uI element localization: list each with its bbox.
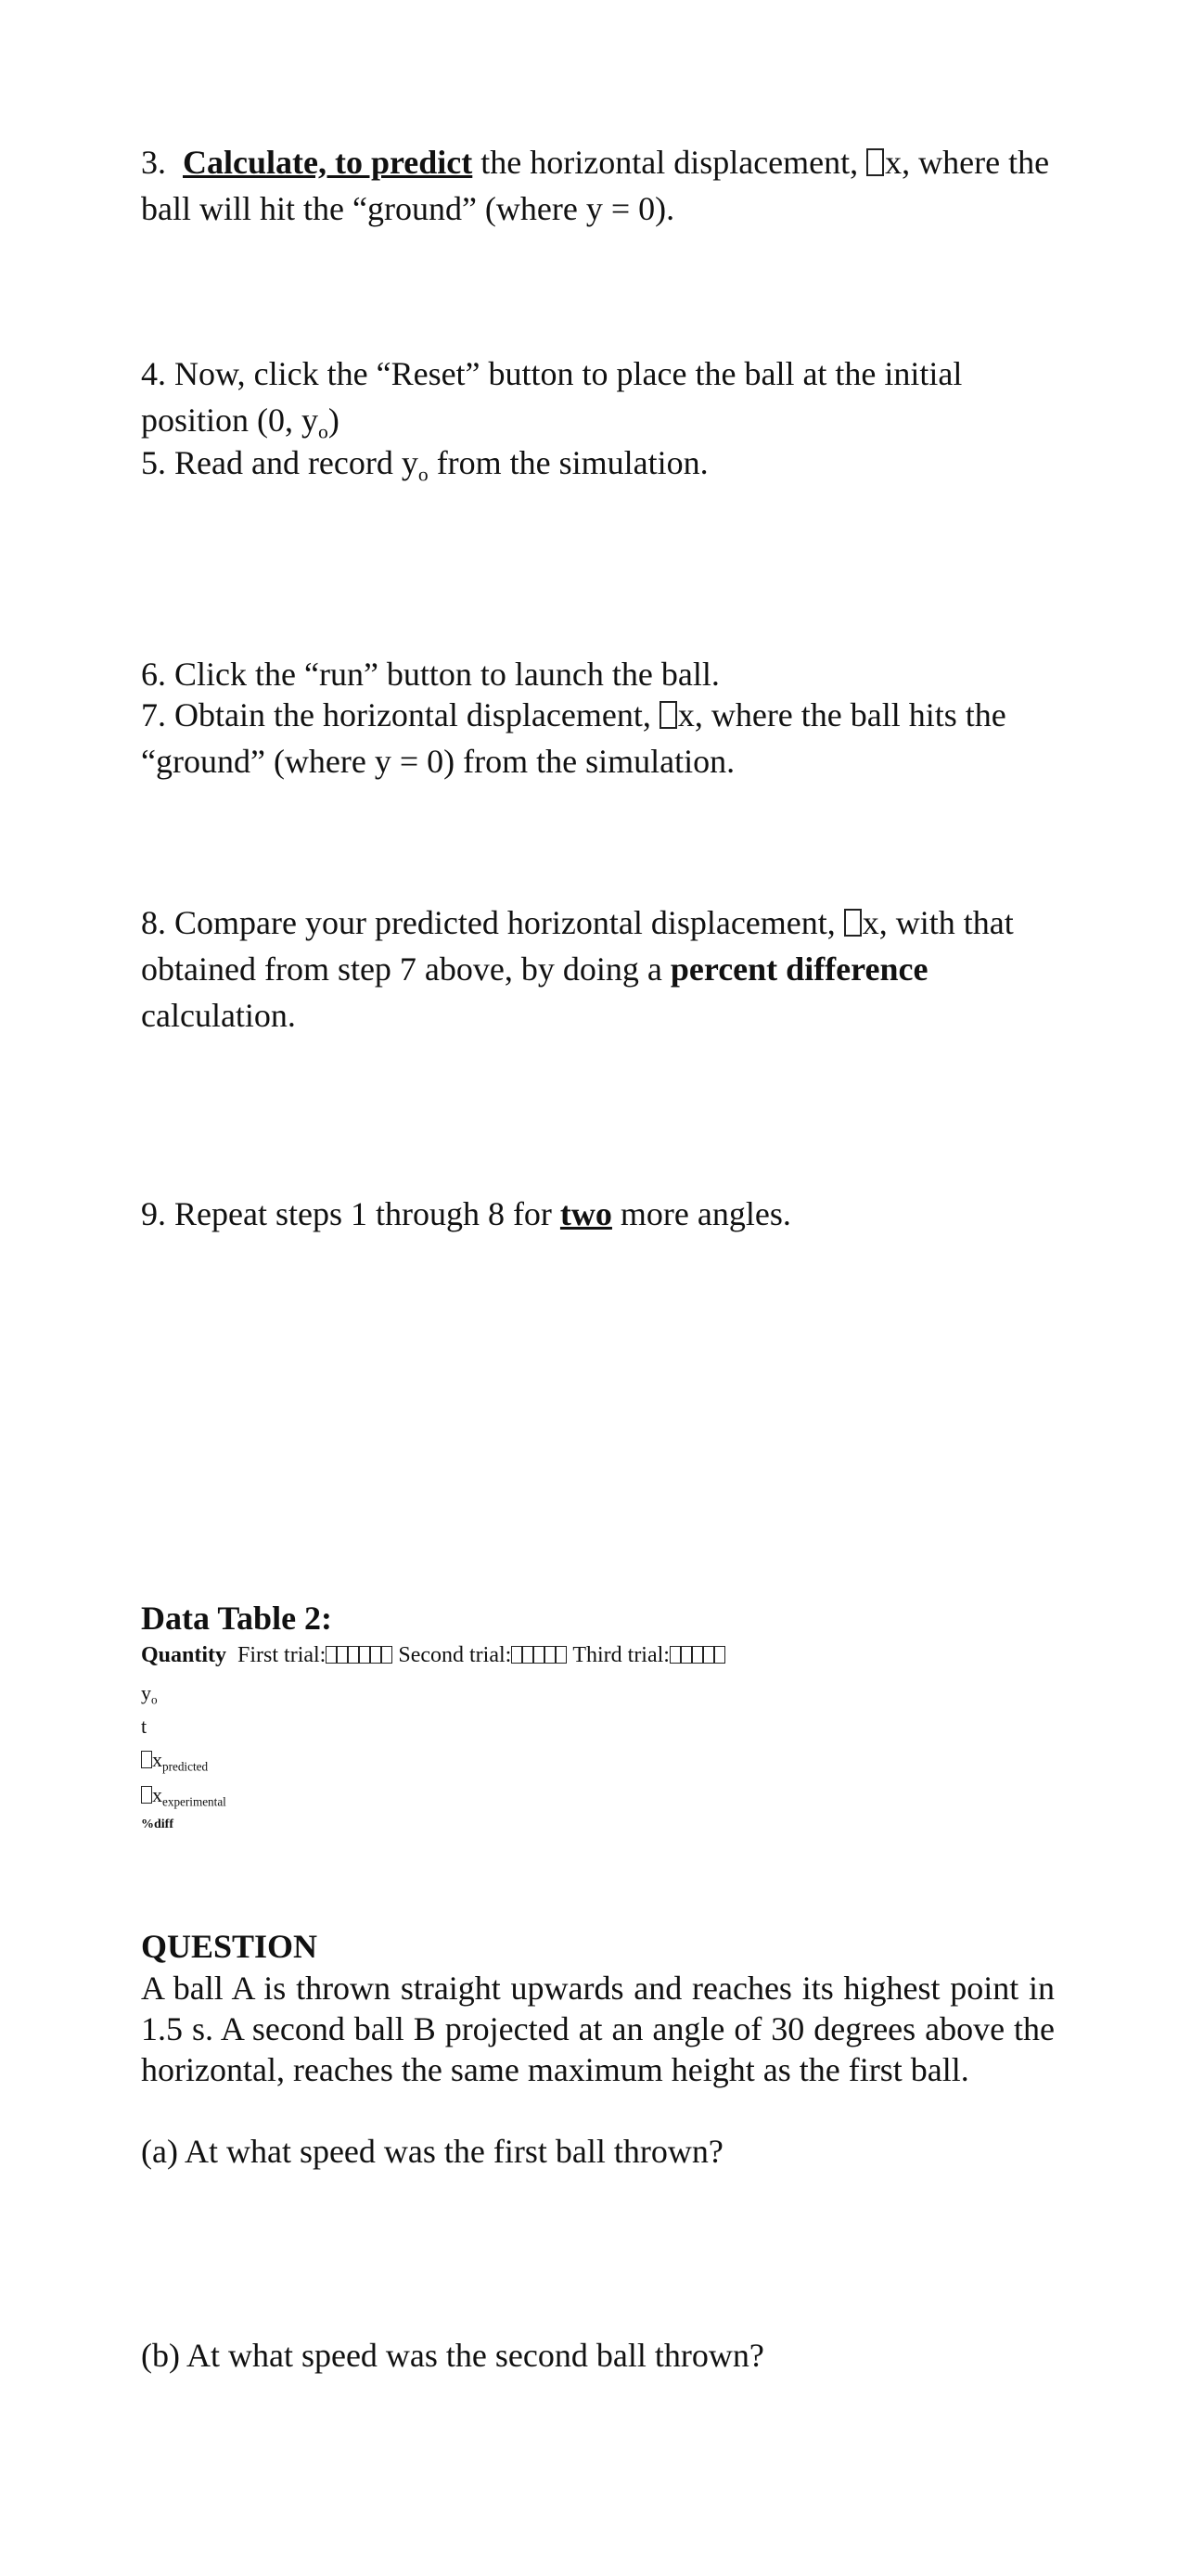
table-header-quantity: Quantity [141, 1643, 227, 1667]
missing-delta-glyph-icon [660, 701, 677, 729]
step-5-text-2: from the simulation. [428, 444, 709, 481]
missing-tab-glyph-icon [703, 1646, 714, 1664]
missing-tab-glyph-icon [359, 1646, 370, 1664]
step-3 [141, 139, 1055, 232]
table-row-x-predicted-label: x [152, 1748, 162, 1771]
step-5-text-1: 5. Read and record y [141, 444, 418, 481]
step-3-number: 3. [141, 144, 166, 181]
missing-tab-glyph-icon [533, 1646, 544, 1664]
table-header-third: Third trial: [572, 1643, 670, 1667]
table-row-percent-diff-label: %diff [141, 1817, 173, 1831]
missing-delta-glyph-icon [844, 909, 862, 937]
table-row-x-experimental [141, 1782, 226, 1808]
table-row-x-experimental-label: x [152, 1783, 162, 1806]
missing-tab-glyph-icon [381, 1646, 392, 1664]
table-row-t [141, 1714, 147, 1740]
table-title: Data Table 2: [141, 1600, 333, 1637]
step-5 [141, 440, 1055, 486]
step-4-close: ) [327, 402, 339, 439]
step-9 [141, 1191, 1055, 1237]
step-8-text-1: 8. Compare your predicted horizontal displacement, [141, 904, 844, 941]
missing-delta-glyph-icon [866, 148, 884, 176]
step-9-text-1: 9. Repeat steps 1 through 8 for [141, 1195, 560, 1232]
missing-tab-glyph-icon [370, 1646, 381, 1664]
table-header-second: Second trial: [398, 1643, 512, 1667]
table-row-yo-label: y [141, 1681, 151, 1704]
missing-tab-glyph-icon [544, 1646, 556, 1664]
table-row-percent-diff [141, 1812, 173, 1838]
missing-tab-glyph-icon [326, 1646, 337, 1664]
table-row-x-experimental-subscript: experimental [162, 1794, 226, 1809]
missing-delta-glyph-icon [141, 1751, 152, 1768]
table-header-row [141, 1641, 1055, 1669]
step-9-emphasis: two [559, 1195, 612, 1232]
missing-tab-glyph-icon [714, 1646, 725, 1664]
table-row-t-label: t [141, 1715, 147, 1738]
question-body: A ball A is thrown straight upwards and reaches its highest point in 1.5 s. A second ball B projected at an angle of 30 degrees above the horizontal, reaches the same maximum height as the first ball. [141, 1970, 1055, 2088]
table-header-first: First trial: [237, 1643, 327, 1667]
step-7 [141, 692, 1055, 784]
table-row-yo [141, 1680, 158, 1706]
missing-tab-glyph-icon [681, 1646, 692, 1664]
step-8-text-2: x, with that obtained from step 7 above, by doing a [141, 904, 1014, 988]
missing-tab-glyph-icon [348, 1646, 359, 1664]
missing-tab-glyph-icon [670, 1646, 681, 1664]
table-row-x-predicted-subscript: predicted [162, 1759, 209, 1774]
step-6 [141, 651, 1055, 697]
step-5-subscript: o [417, 463, 429, 486]
step-6-text: 6. Click the “run” button to launch the ball. [141, 656, 720, 693]
step-7-text-1: 7. Obtain the horizontal displacement, [141, 696, 660, 733]
missing-tab-glyph-icon [511, 1646, 522, 1664]
missing-tab-glyph-icon [692, 1646, 703, 1664]
step-4-subscript: o [318, 420, 328, 443]
question-part-b: (b) At what speed was the second ball thrown? [141, 2337, 764, 2374]
step-7-text-2: x, where the ball hits the “ground” (where y = 0) from the simulation. [141, 696, 1006, 780]
step-3-emphasis: Calculate, to predict [183, 144, 473, 181]
step-3-text-1: the horizontal displacement, [472, 144, 867, 181]
question-part-a: (a) At what speed was the first ball thrown? [141, 2133, 724, 2170]
table-row-x-predicted [141, 1747, 208, 1773]
step-8-emphasis: percent difference [670, 950, 928, 988]
step-9-text-2: more angles. [611, 1195, 791, 1232]
step-8-text-3: calculation. [141, 997, 296, 1034]
step-4-text: 4. Now, click the “Reset” button to place the ball at the initial position (0, y [141, 355, 963, 439]
missing-tab-glyph-icon [337, 1646, 348, 1664]
step-8 [141, 899, 1055, 1039]
table-row-yo-subscript: o [151, 1692, 158, 1707]
step-4 [141, 351, 1055, 443]
missing-delta-glyph-icon [141, 1786, 152, 1804]
missing-tab-glyph-icon [522, 1646, 533, 1664]
step-3-text-2: x, where the ball will hit the “ground” (where y = 0). [141, 144, 1050, 227]
question-heading: QUESTION [141, 1928, 318, 1965]
missing-tab-glyph-icon [556, 1646, 567, 1664]
